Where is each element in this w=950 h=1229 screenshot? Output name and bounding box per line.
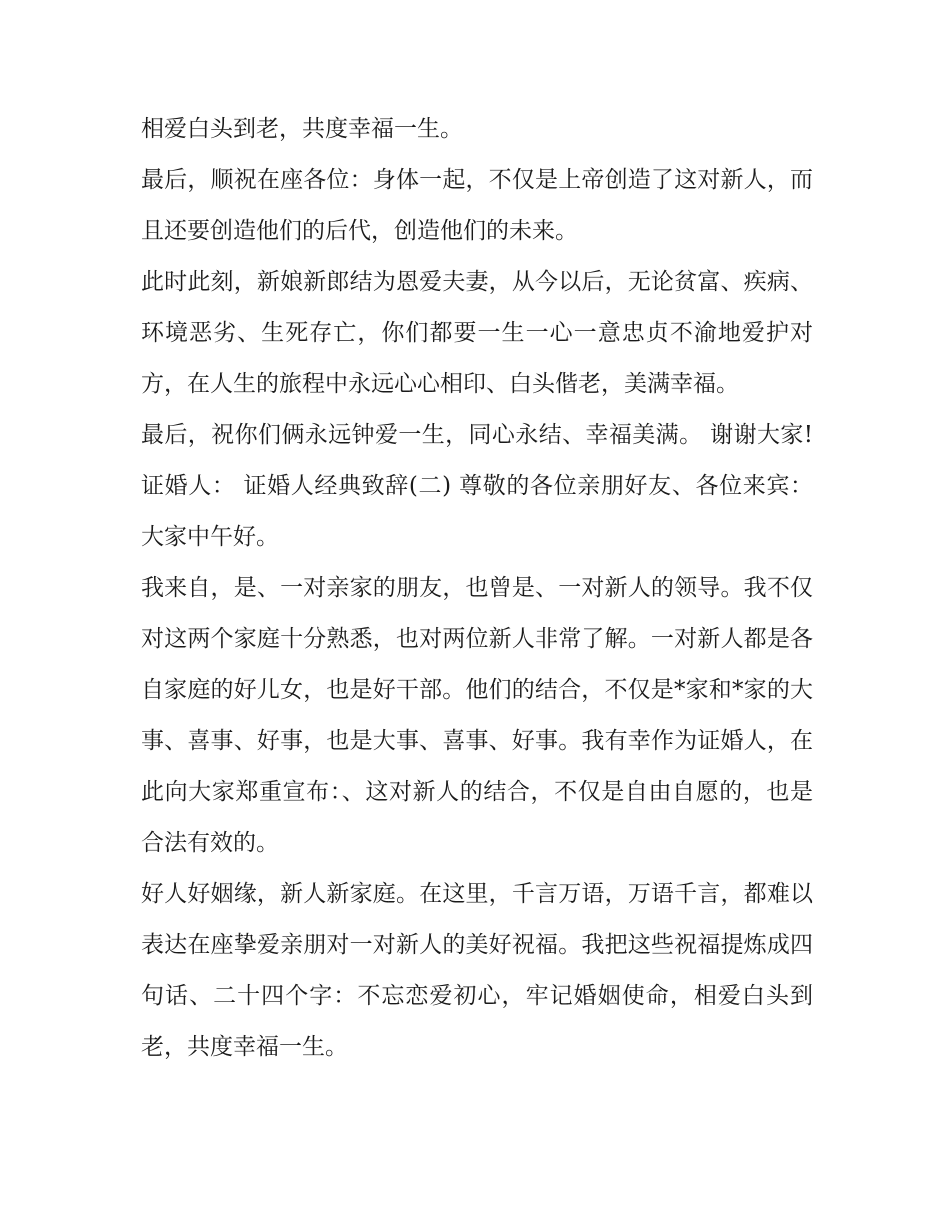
paragraph-5: 我来自，是、一对亲家的朋友，也曾是、一对新人的领导。我不仅对这两个家庭十分熟悉，也对两位新人非常了解。一对新人都是各自家庭的好儿女，也是好干部。他们的结合，不仅是*家和*家的大事、喜事、好事，也是大事、喜事、好事。我有幸作为证婚人，在此向大家郑重宣布：、这对新人的结合，不仅是自由自愿的，也是合法有效的。	[141, 575, 813, 856]
paragraph-4: 最后，祝你们俩永远钟爱一生，同心永结、幸福美满。 谢谢大家! 证婚人： 证婚人经典致辞(二) 尊敬的各位亲朋好友、各位来宾： 大家中午好。	[141, 422, 813, 550]
paragraph-1: 相爱白头到老，共度幸福一生。	[141, 116, 463, 142]
paragraph-2: 最后，顺祝在座各位：身体一起，不仅是上帝创造了这对新人，而且还要创造他们的后代，创造他们的未来。	[141, 167, 813, 244]
paragraph-3: 此时此刻，新娘新郎结为恩爱夫妻，从今以后，无论贫富、疾病、环境恶劣、生死存亡，你们都要一生一心一意忠贞不渝地爱护对方，在人生的旅程中永远心心相印、白头偕老，美满幸福。	[141, 269, 813, 397]
document-body	[141, 104, 813, 1073]
paragraph-6: 好人好姻缘，新人新家庭。在这里，千言万语，万语千言，都难以表达在座挚爱亲朋对一对新人的美好祝福。我把这些祝福提炼成四句话、二十四个字：不忘恋爱初心，牢记婚姻使命，相爱白头到老，共度幸福一生。	[141, 881, 813, 1060]
